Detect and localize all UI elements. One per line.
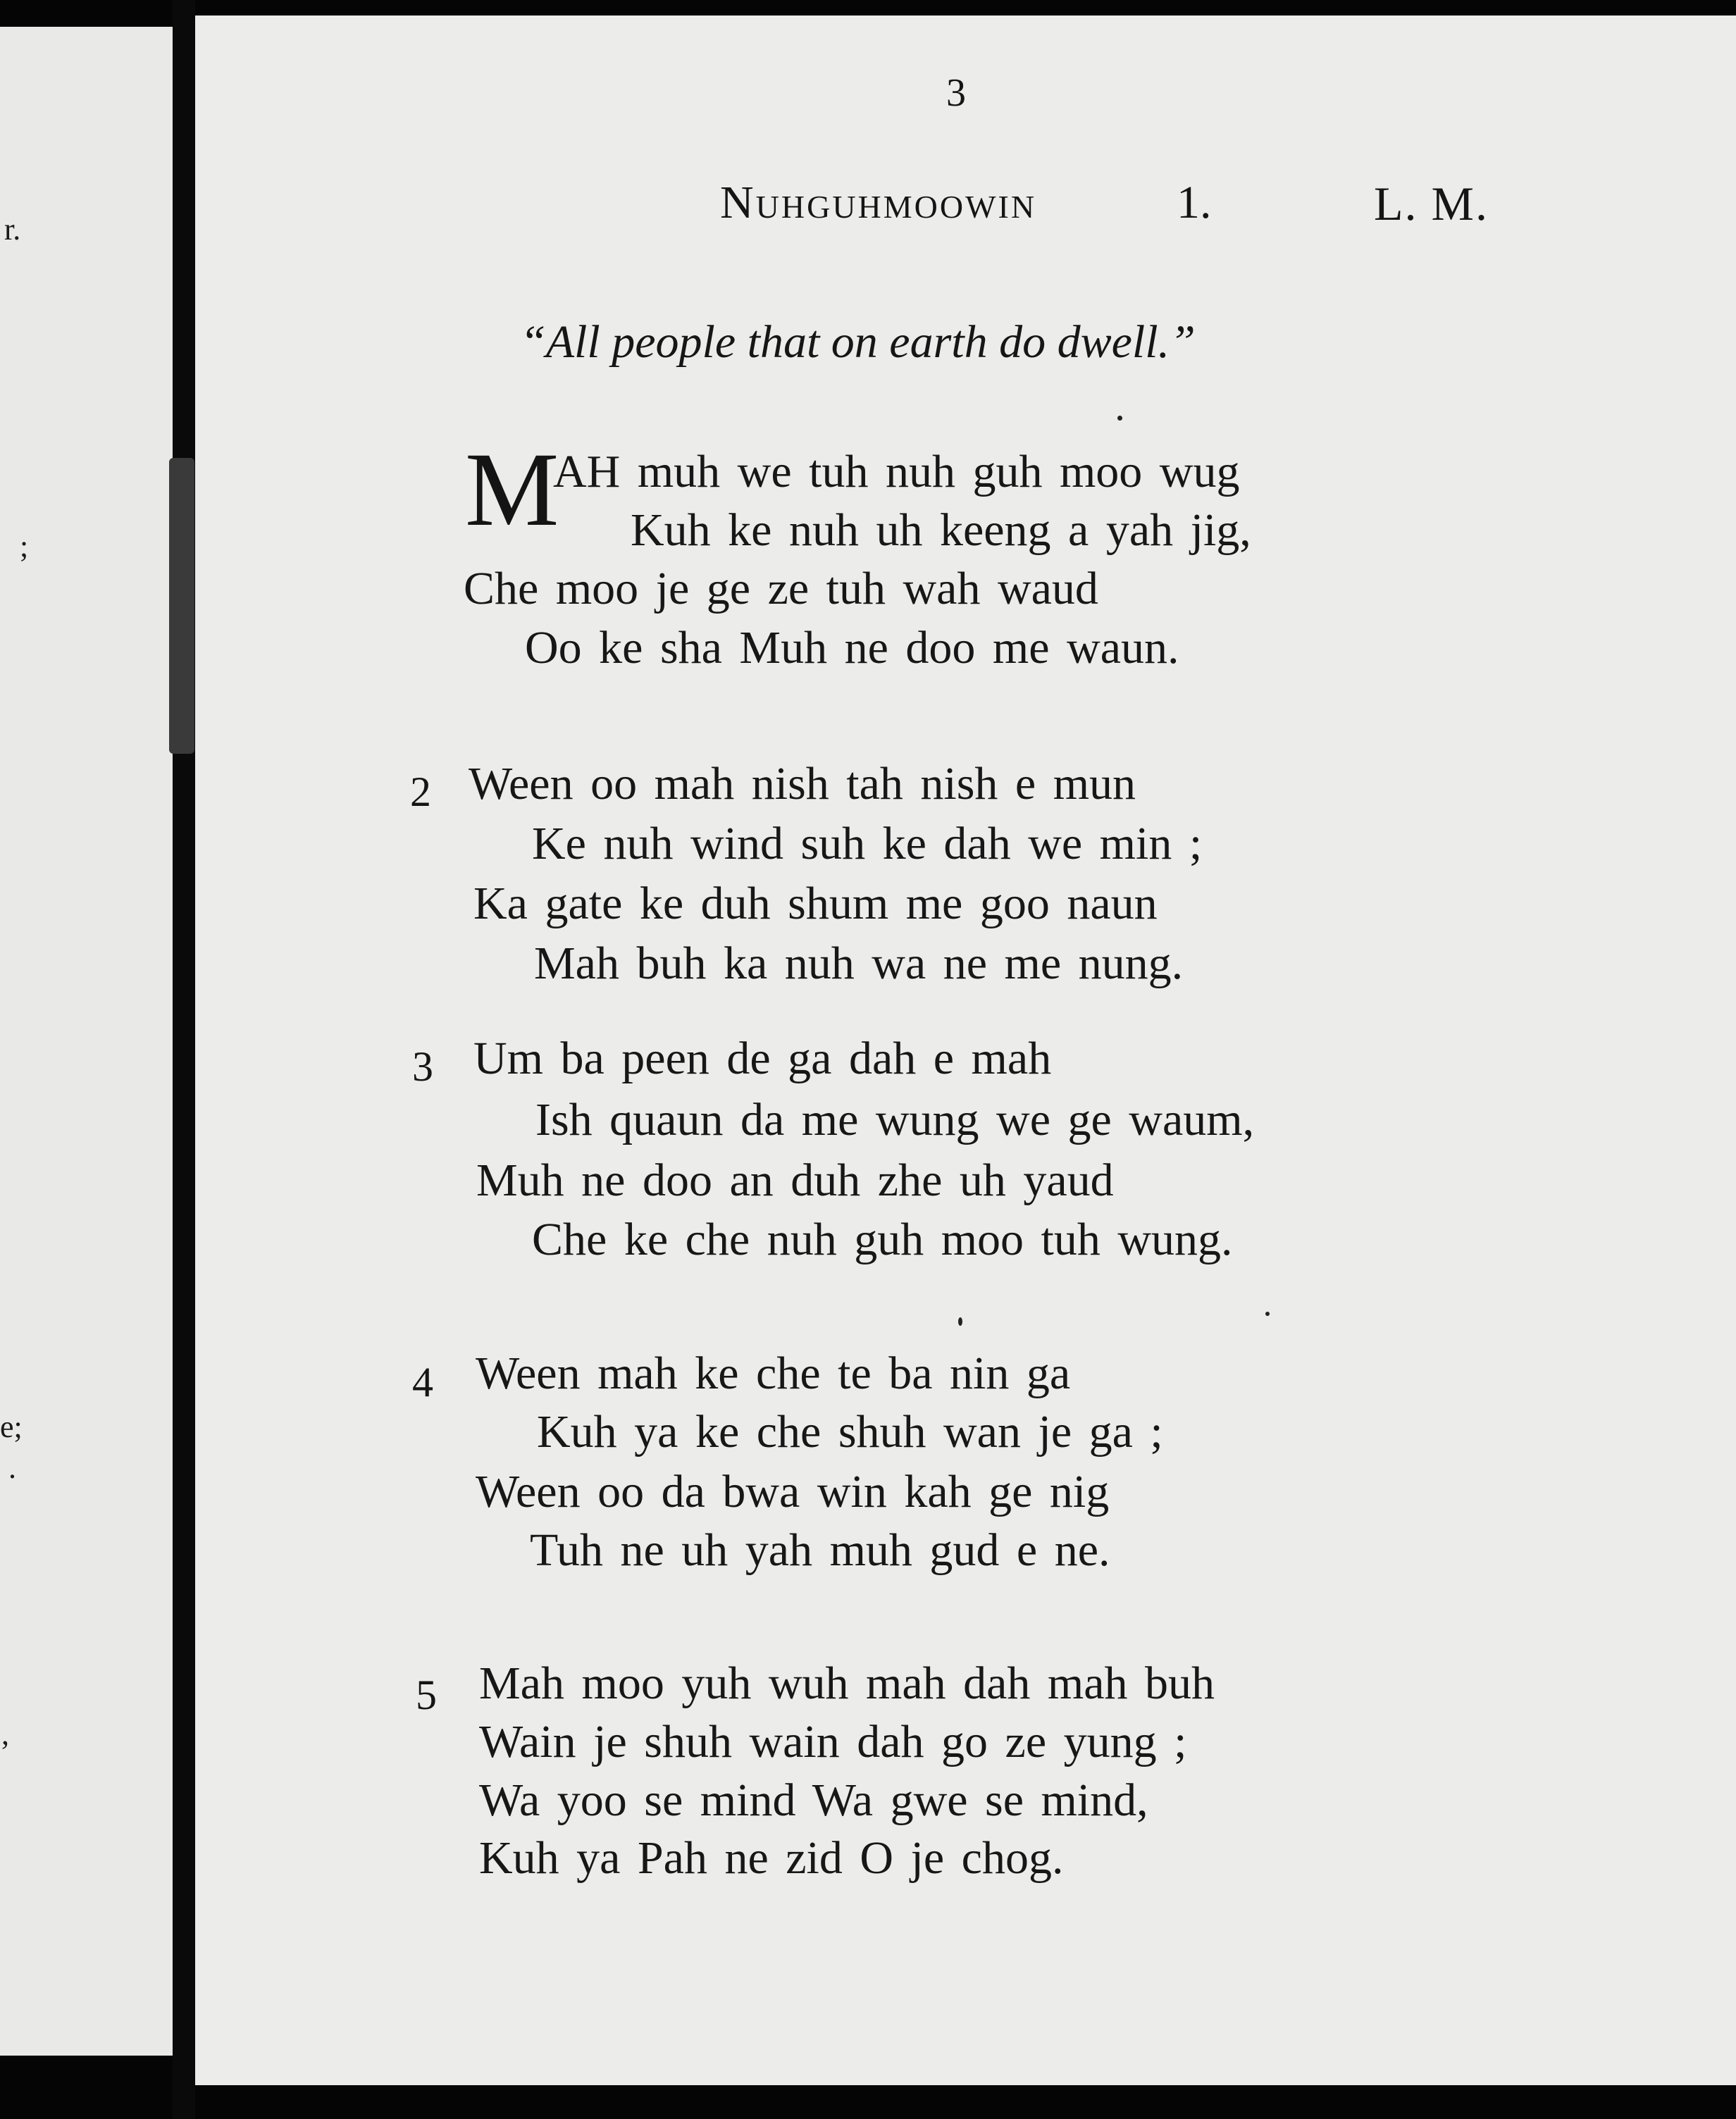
verse-line: Ka gate ke duh shum me goo naun bbox=[473, 878, 1158, 929]
book-gutter bbox=[173, 0, 195, 2119]
verse-line: Che ke che nuh guh moo tuh wung. bbox=[532, 1214, 1233, 1265]
print-speck bbox=[1117, 416, 1122, 421]
verse-line: Muh ne doo an duh zhe uh yaud bbox=[476, 1155, 1114, 1206]
verse-line: Oo ke sha Muh ne doo me waun. bbox=[525, 622, 1179, 673]
left-margin-fragment: e; bbox=[0, 1410, 23, 1444]
verse-line: Tuh ne uh yah muh gud e ne. bbox=[530, 1524, 1110, 1576]
verse-line: Kuh ke nuh uh keeng a yah jig, bbox=[631, 504, 1251, 556]
verse-line: Che moo je ge ze tuh wah waud bbox=[464, 563, 1098, 614]
left-margin-fragment: . bbox=[8, 1450, 16, 1485]
left-margin-fragment: r. bbox=[4, 212, 21, 247]
verse-line: Ween oo da bwa win kah ge nig bbox=[476, 1466, 1110, 1517]
hymn-first-line-english: “All people that on earth do dwell.” bbox=[520, 316, 1196, 368]
verse-line: Mah buh ka nuh wa ne me nung. bbox=[534, 938, 1184, 989]
verse-number: 3 bbox=[412, 1043, 433, 1090]
left-page-edge bbox=[0, 27, 173, 2056]
hymn-title: Nuhguhmoowin bbox=[720, 177, 1037, 228]
verse-line: Ish quaun da me wung we ge waum, bbox=[535, 1094, 1255, 1145]
hymn-number: 1. bbox=[1177, 177, 1212, 228]
verse-number: 4 bbox=[412, 1359, 433, 1405]
verse-line: Ween mah ke che te ba nin ga bbox=[476, 1348, 1071, 1399]
verse-line: Wa yoo se mind Wa gwe se mind, bbox=[479, 1775, 1148, 1826]
verse-line: Um ba peen de ga dah e mah bbox=[473, 1033, 1052, 1084]
verse-line: AH muh we tuh nuh guh moo wug bbox=[553, 446, 1240, 497]
print-speck bbox=[1265, 1312, 1270, 1316]
drop-cap: M bbox=[465, 431, 559, 548]
verse-line: Ke nuh wind suh ke dah we min ; bbox=[532, 818, 1203, 869]
verse-number: 2 bbox=[410, 769, 431, 815]
left-margin-fragment: ; bbox=[20, 529, 29, 564]
page-number: 3 bbox=[946, 71, 966, 115]
print-speck bbox=[958, 1317, 962, 1326]
gutter-shadow bbox=[169, 458, 194, 754]
verse-line: Kuh ya ke che shuh wan je ga ; bbox=[537, 1406, 1163, 1458]
verse-number: 5 bbox=[416, 1672, 437, 1718]
hymn-meter: L. M. bbox=[1374, 177, 1489, 230]
left-margin-fragment: , bbox=[1, 1717, 9, 1751]
verse-line: Kuh ya Pah ne zid O je chog. bbox=[479, 1832, 1064, 1884]
verse-line: Ween oo mah nish tah nish e mun bbox=[469, 758, 1136, 809]
verse-line: Mah moo yuh wuh mah dah mah buh bbox=[479, 1658, 1215, 1709]
verse-line: Wain je shuh wain dah go ze yung ; bbox=[479, 1716, 1187, 1767]
